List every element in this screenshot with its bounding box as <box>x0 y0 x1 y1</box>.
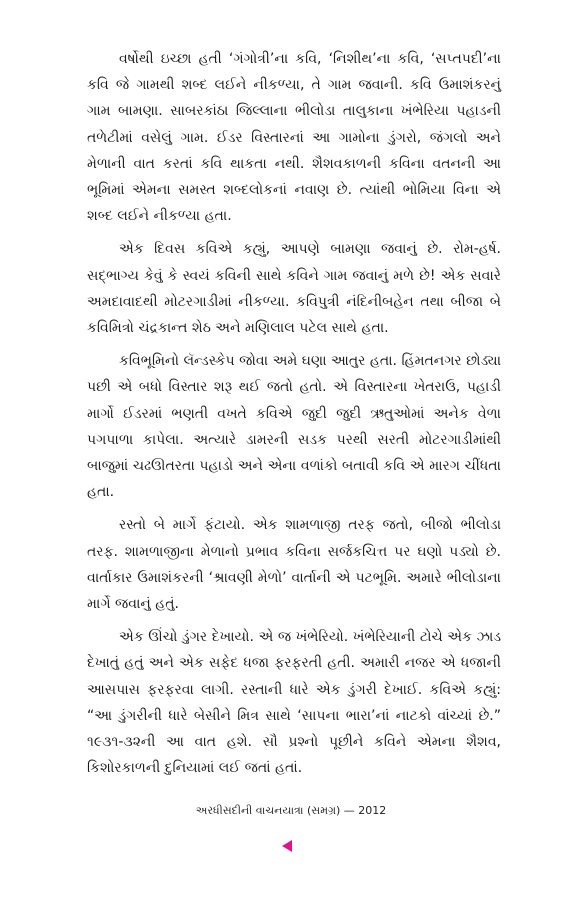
previous-page-arrow-icon[interactable] <box>282 840 292 852</box>
paragraph-3: કવિભૂમિનો લૅન્ડસ્કેપ જોવા અમે ઘણા આતુર હતા. હિંમતનગર છોડ્યા પછી એ બધો વિસ્તાર શરૂ થઈ જતો હતો. એ વિસ્તારના ખેતરાઉ, પહાડી માર્ગો ઈડરમાં ભણતી વખતે કવિએ જુદી જુદી ઋતુઓમાં અનેક વેળા પગપાળા કાપેલા. અત્યારે ડામરની સડક પરથી સરતી મોટરગાડીમાંથી બાજુમાં ચઢઊતરતા પહાડો અને એના વળાંકો બતાવી કવિ એ મારગ ચીંધતા હતા. <box>87 353 501 501</box>
paragraph-2: એક દિવસ કવિએ કહ્યું, આપણે બામણા જવાનું છે. રોમ-હર્ષ. સદ્ભાગ્ય કેવું કે સ્વયં કવિની સાથે કવિને ગામ જવાનું મળે છે! એક સવારે અમદાવાદથી મોટરગાડીમાં નીકળ્યા. કવિપુત્રી નંદિનીબહેન તથા બીજા બે કવિમિત્રો ચંદ્રકાન્ત શેઠ અને મણિલાલ પટેલ સાથે હતા. <box>87 241 501 337</box>
article-body <box>87 46 501 788</box>
paragraph-4: રસ્તો બે માર્ગે ફંટાયો. એક શામળાજી તરફ જતો, બીજો ભીલોડા તરફ. શામળાજીના મેળાનો પ્રભાવ કવિના સર્જકચિત્ત પર ઘણો પડ્યો છે. વાર્તાકાર ઉમાશંકરની ‘શ્રાવણી મેળો’ વાર્તાની એ પટભૂમિ. અમારે ભીલોડાના માર્ગે જવાનું હતું. <box>87 517 501 613</box>
paragraph-1: વર્ષોથી ઇચ્છા હતી ‘ગંગોત્રી’ના કવિ, ‘નિશીથ’ના કવિ, ‘સપ્તપદી’ના કવિ જે ગામથી શબ્દ લઈને નીકળ્યા, તે ગામ જવાની. કવિ ઉમાશંકરનું ગામ બામણા. સાબરકાંઠા જિલ્લાના ભીલોડા તાલુકાના ખંભેરિયા પહાડની તળેટીમાં વસેલું ગામ. ઈડર વિસ્તારનાં આ ગામોના ડુંગરો, જંગલો અને મેળાની વાત કરતાં કવિ થાકતા નથી. શૈશવકાળની કવિના વતનની આ ભૂમિમાં એમના સમસ્ત શબ્દલોકનાં નવાણ છે. ત્યાંથી ભોમિયા વિના એ શબ્દ લઈને નીકળ્યા હતા. <box>87 51 501 225</box>
paragraph-5: એક ઊંચો ડુંગર દેખાયો. એ જ ખંભેરિયો. ખંભેરિયાની ટોચે એક ઝાડ દેખાતું હતું અને એક સફેદ ધજા ફરફરતી હતી. અમારી નજર એ ધજાની આસપાસ ફરફરવા લાગી. રસ્તાની ધારે એક ડુંગરી દેખાઈ. કવિએ કહ્યું: “આ ડુંગરીની ધારે બેસીને મિત્ર સાથે ‘સાપના ભારા’નાં નાટકો વાંચ્યાં છે.” ૧૯૩૧-૩૨ની આ વાત હશે. સૌ પ્રશ્નો પૂછીને કવિને એમના શૈશવ, કિશોરકાળની દુનિયામાં લઈ જતાં હતાં. <box>87 629 501 777</box>
page-footer: અરધીસદીની વાચનયાત્રા (સમગ્ર) — 2012 <box>195 804 387 817</box>
